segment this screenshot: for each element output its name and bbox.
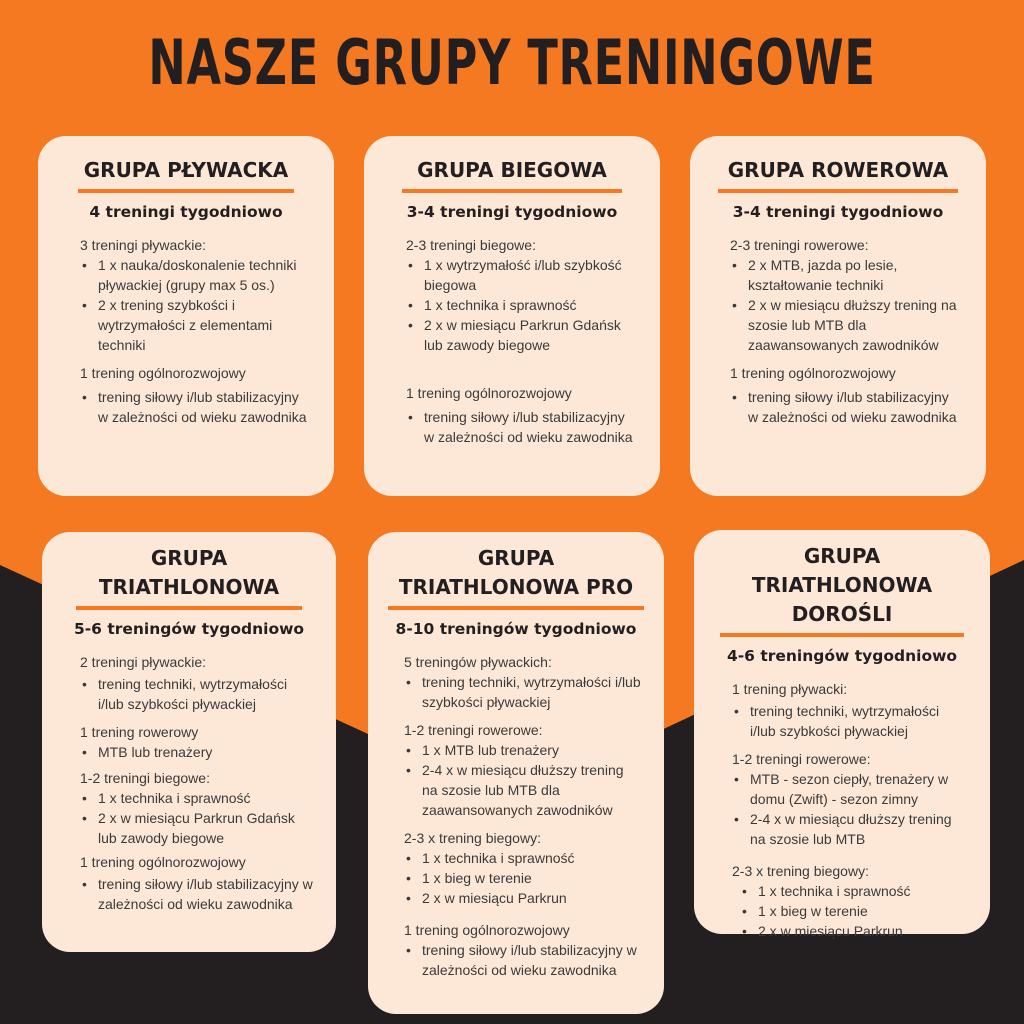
section-heading: 1 trening pływacki: <box>732 681 848 697</box>
section-heading: 5 treningów pływackich: <box>404 654 552 670</box>
section-heading: 1-2 treningi rowerowe: <box>404 722 543 738</box>
list-item: • trening techniki, wytrzymałości i/lub szybkości pływackiej <box>732 701 968 741</box>
card-title-line2: TRIATHLONOWA PRO <box>398 575 634 599</box>
card-grupa-biegowa <box>364 136 660 496</box>
card-frequency: 3-4 treningi tygodniowo <box>732 203 944 221</box>
section-heading: 1 trening ogólnorozwojowy <box>730 365 896 381</box>
card-grupa-plywacka <box>38 136 334 496</box>
card-title-line2: TRIATHLONOWA <box>98 575 280 599</box>
section-heading: 2-3 treningi biegowe: <box>406 237 536 253</box>
section-heading: 1 trening ogólnorozwojowy <box>80 365 246 381</box>
card-title-line2: DOROŚLI <box>791 602 893 626</box>
card-grupa-rowerowa <box>690 136 986 496</box>
list-item: • 2-4 x w miesiącu dłuższy trening na szosie lub MTB <box>732 809 968 849</box>
card-frequency: 4-6 treningów tygodniowo <box>726 647 958 665</box>
list-item: • 1 x nauka/doskonalenie techniki pływackiej (grupy max 5 os.) <box>80 255 308 295</box>
list-item: • trening siłowy i/lub stabilizacyjny w zależności od wieku zawodnika <box>406 407 634 447</box>
list-item: • 2 x w miesiącu Parkrun Gdańsk lub zawody biegowe <box>80 808 314 848</box>
card-title-line1: GRUPA <box>477 546 555 570</box>
card-frequency: 3-4 treningi tygodniowo <box>406 203 618 221</box>
section-heading: 1-2 treningi rowerowe: <box>732 751 871 767</box>
card-title-line1: GRUPA TRIATHLONOWA <box>751 544 933 597</box>
section-heading: 2 treningi pływackie: <box>80 654 207 670</box>
list-item: • trening siłowy i/lub stabilizacyjny w zależności od wieku zawodnika <box>404 940 642 980</box>
card-title: GRUPA PŁYWACKA <box>83 158 289 182</box>
list-item: • 1 x technika i sprawność <box>80 788 314 808</box>
card-title-line1: GRUPA <box>150 546 228 570</box>
list-item: • 2 x w miesiącu Parkrun <box>404 888 642 908</box>
list-item: • MTB - sezon ciepły, trenażery w domu (Zwift) - sezon zimny <box>732 769 968 809</box>
list-item: • 1 x MTB lub trenażery <box>404 740 642 760</box>
card-frequency: 4 treningi tygodniowo <box>89 203 283 221</box>
section-heading: 2-3 x trening biegowy: <box>404 830 541 846</box>
list-item: • MTB lub trenażery <box>80 742 314 762</box>
list-item: • 1 x technika i sprawność <box>740 881 968 901</box>
card-frequency: 8-10 treningów tygodniowo <box>395 620 637 638</box>
list-item: • 2 x trening szybkości i wytrzymałości z elementami techniki <box>80 295 308 355</box>
list-item: • 1 x bieg w terenie <box>740 901 968 921</box>
card-frequency: 5-6 treningów tygodniowo <box>73 620 305 638</box>
card-grupa-triathlonowa <box>42 532 336 952</box>
section-heading: 1 trening ogólnorozwojowy <box>406 385 572 401</box>
section-heading: 1 trening ogólnorozwojowy <box>80 854 246 870</box>
section-heading: 1 trening ogólnorozwojowy <box>404 922 570 938</box>
card-title: GRUPA ROWEROWA <box>727 158 949 182</box>
list-item: • 2 x w miesiącu dłuższy trening na szosie lub MTB dla zaawansowanych zawodników <box>730 295 960 355</box>
list-item: • 1 x bieg w terenie <box>404 868 642 888</box>
list-item: • 2 x MTB, jazda po lesie, kształtowanie techniki <box>730 255 960 295</box>
section-heading: 1 trening rowerowy <box>80 724 199 740</box>
list-item: • 2 x w miesiącu Parkrun <box>740 921 968 941</box>
card-grupa-triathlonowa-pro <box>368 532 664 1014</box>
list-item: • trening siłowy i/lub stabilizacyjny w zależności od wieku zawodnika <box>80 387 308 427</box>
section-heading: 3 treningi pływackie: <box>80 237 207 253</box>
list-item: • trening siłowy i/lub stabilizacyjny w zależności od wieku zawodnika <box>730 387 960 427</box>
list-item: • trening techniki, wytrzymałości i/lub szybkości pływackiej <box>80 674 314 714</box>
card-title: GRUPA BIEGOWA <box>417 158 607 182</box>
list-item: • 2 x w miesiącu Parkrun Gdańsk lub zawody biegowe <box>406 315 634 355</box>
list-item: • trening siłowy i/lub stabilizacyjny w zależności od wieku zawodnika <box>80 874 314 914</box>
section-heading: 2-3 x trening biegowy: <box>732 863 869 879</box>
list-item: • 1 x wytrzymałość i/lub szybkość biegowa <box>406 255 634 295</box>
list-item: • 2-4 x w miesiącu dłuższy trening na szosie lub MTB dla zaawansowanych zawodników <box>404 760 642 820</box>
page-title: NASZE GRUPY TRENINGOWE <box>148 26 876 99</box>
list-item: • 1 x technika i sprawność <box>404 848 642 868</box>
card-grupa-triathlonowa-dorosli <box>694 530 990 939</box>
list-item: • trening techniki, wytrzymałości i/lub szybkości pływackiej <box>404 672 642 712</box>
section-heading: 1-2 treningi biegowe: <box>80 770 210 786</box>
section-heading: 2-3 treningi rowerowe: <box>730 237 869 253</box>
list-item: • 1 x technika i sprawność <box>406 295 634 315</box>
